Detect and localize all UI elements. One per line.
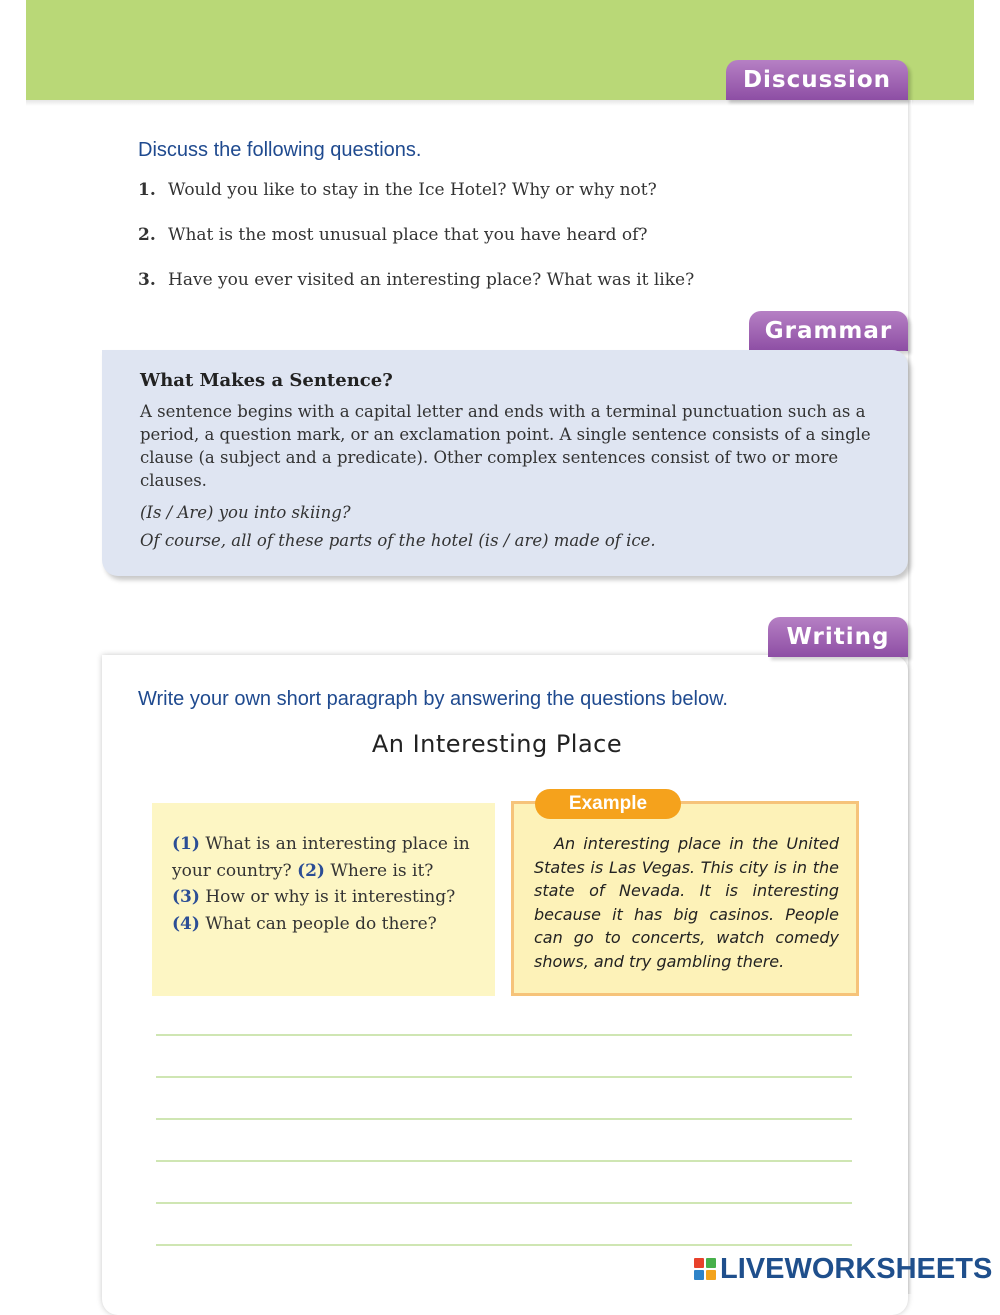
answer-line[interactable] — [156, 1118, 852, 1120]
prompt-question: What can people do there? — [205, 913, 437, 934]
discussion-question — [138, 180, 858, 225]
writing-tab: Writing — [768, 617, 908, 657]
logo-square — [694, 1270, 704, 1280]
liveworksheets-logo — [694, 1254, 992, 1284]
logo-text: LIVEWORKSHEETS — [720, 1252, 993, 1285]
answer-line[interactable] — [156, 1160, 852, 1162]
question-number: 3. — [138, 270, 156, 290]
prompt-question: Where is it? — [330, 860, 434, 881]
discussion-question — [138, 225, 858, 270]
discussion-question — [138, 270, 858, 315]
grammar-box — [102, 350, 908, 576]
logo-square — [706, 1258, 716, 1268]
question-number: 2. — [138, 225, 156, 245]
answer-line[interactable] — [156, 1034, 852, 1036]
question-text: What is the most unusual place that you have heard of? — [168, 225, 648, 245]
prompt-question: How or why is it interesting? — [205, 887, 456, 907]
discussion-question-list — [138, 180, 858, 315]
prompt-question: What is an interesting place in your country? — [172, 834, 470, 881]
logo-square — [694, 1258, 704, 1268]
header-shadow — [26, 100, 974, 106]
answer-line[interactable] — [156, 1244, 852, 1246]
prompt-number: (1) — [172, 834, 200, 854]
prompt-number: (2) — [297, 860, 325, 881]
question-number: 1. — [138, 180, 156, 200]
grammar-example: (Is / Are) you into skiing? — [140, 503, 351, 522]
answer-line[interactable] — [156, 1202, 852, 1204]
prompt-box — [152, 803, 495, 996]
prompt-number: (3) — [172, 887, 200, 907]
logo-icon — [694, 1258, 716, 1280]
example-box — [511, 801, 859, 996]
grammar-tab: Grammar — [749, 311, 908, 351]
discussion-heading: Discuss the following questions. — [138, 139, 422, 161]
question-text: Have you ever visited an interesting place? What was it like? — [168, 270, 695, 290]
question-text: Would you like to stay in the Ice Hotel? Why or why not? — [168, 180, 657, 200]
grammar-body: A sentence begins with a capital letter and ends with a terminal punctuation such as a period, a question mark, or an exclamation point. A single sentence consists of a single clause (a subject and a predicate). Other complex sentences consist of two or more clauses. — [140, 402, 871, 490]
writing-heading: Write your own short paragraph by answering the questions below. — [138, 688, 728, 710]
grammar-title: What Makes a Sentence? — [140, 370, 393, 391]
example-text: An interesting place in the United States is Las Vegas. This city is in the state of Nevada. It is interesting because it has big casinos. People can go to concerts, watch comedy shows, and try gambling there. — [534, 834, 839, 971]
discussion-tab: Discussion — [726, 60, 908, 100]
answer-line[interactable] — [156, 1076, 852, 1078]
example-label: Example — [535, 789, 681, 819]
page-edge-shadow — [908, 100, 912, 1294]
prompt-text — [172, 831, 482, 937]
grammar-example: Of course, all of these parts of the hotel (is / are) made of ice. — [140, 531, 656, 550]
logo-square — [706, 1270, 716, 1280]
prompt-number: (4) — [172, 913, 200, 934]
writing-title: An Interesting Place — [371, 730, 623, 758]
